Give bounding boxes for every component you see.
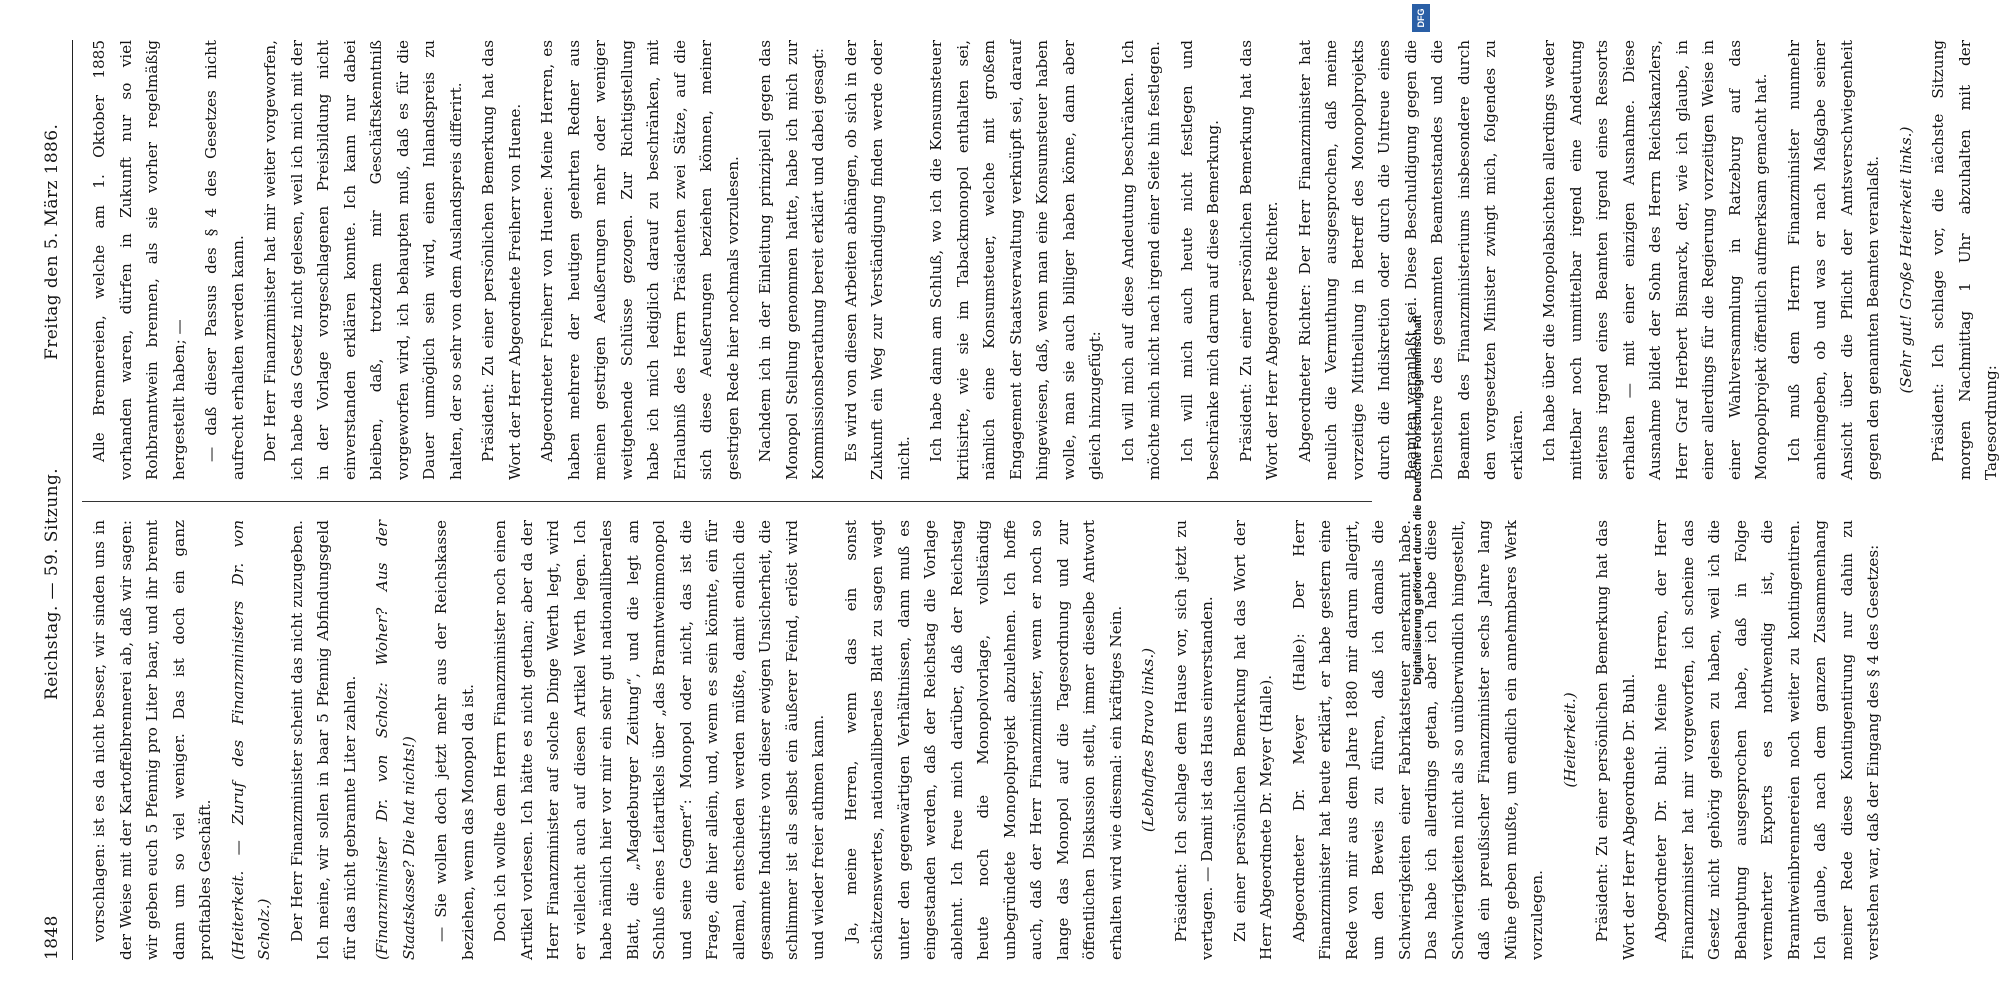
digitization-note-text: Digitalisierung gefördert durch die Deutsche Forschungsgemeinschaft <box>1412 315 1424 685</box>
paragraph: Doch ich wollte dem Herrn Finanzminister noch einen Artikel vorlesen. Ich hätte es nicht gethan; aber da der Herr Finanzminister auf solche Dinge Werth legt, wird er vielleicht auch auf diesen Artikel Werth legen. Ich habe nämlich hier vor mir ein sehr gut nationalliberales Blatt, die „Magdeburger Zeitung“, und die legt am Schluß eines Leitartikels über „das Branntweinmonopol und seine Gegner“: Monopol oder nicht, das ist die Frage, die hier allein, und, wenn es sein könnte, ein für allemal, entschieden werden müßte, damit endlich die gesammte Industrie von dieser ewigen Unsicherheit, die schlimmer ist als selbst ein äußerer Feind, erlöst wird und wieder freier athmen kann. <box>491 520 827 960</box>
speaker-paragraph: Abgeordneter Richter: Der Herr Finanzminister hat neulich die Vermuthung ausgesprochen, daß meine vorzeitige Mittheilung in Betreff des Monopolprojekts durch die Indiskretion oder durch die Untreue eines Beamten veranlaßt sei. Diese Beschuldigung gegen die Dienstehre des gesammten Beamtenstandes und die Beamten des Finanzministeriums insbesondere durch den vorgesetzten Minister zwingt mich, folgendes zu erklären. <box>1295 40 1526 480</box>
paragraph: Ich habe über die Monopolabsichten allerdings weder mittelbar noch unmittelbar irgend eine Andeutung seitens irgend eines Beamten irgend eines Ressorts erhalten — mit einer einzigen Ausnahme. Diese Ausnahme bildet der Sohn des Herrn Reichskanzlers, Herr Graf Herbert Bismarck, der, wie ich glaube, in einer allerdings für die Regierung vorzeitigen Weise in einer Wahlversammlung in Ratzeburg auf das Monopolprojekt öffentlich aufmerksam gemacht hat. <box>1540 40 1770 480</box>
quoted-paragraph: Es wird von diesen Arbeiten abhängen, ob sich in der Zukunft ein Weg zur Verständigung finden werde oder nicht. <box>841 40 913 480</box>
paragraph: vorschlagen: ist es da nicht besser, wir sinden uns in der Weise mit der Kartoffelbrennerei ab, daß wir sagen: wir geben euch 5 Pfennig pro Liter baar, und ihr brennt dann um so viel weniger. Das ist doch ein ganz profitables Geschäft. <box>90 520 214 960</box>
paragraph: Zu einer persönlichen Bemerkung hat das Wort der Herr Abgeordnete Dr. Meyer (Halle). <box>1230 520 1275 960</box>
header-rule <box>72 40 73 960</box>
paragraph: Ja, meine Herren, wenn das ein sonst schätzenswertes, nationalliberales Blatt zu sagen wagt unter den gegenwärtigen Verhältnissen, dann muß es eingestanden werden, daß der Reichstag die Vorlage ablehnt. Ich freue mich darüber, daß der Reichstag heute noch die Monopolvorlage, vollständig unbegründete Monopolprojekt abzulehnen. Ich hoffe auch, daß der Herr Finanzminister, wenn er noch so lange das Monopol auf die Tagesordnung und zur öffentlichen Diskussion stellt, immer dieselbe Antwort erhalten wird wie diesmal: ein kräftiges Nein. <box>841 520 1125 960</box>
quoted-paragraph: Alle Brennereien, welche am 1. Oktober 1885 vorhanden waren, dürfen in Zukunft nur so viel Rohbranntwein brennen, als sie vorher regelmäßig hergestellt haben; — <box>90 40 188 480</box>
digitization-note <box>1408 10 1428 990</box>
president-paragraph: Präsident: Ich schlage dem Hause vor, sich jetzt zu vertagen. — Damit ist das Haus einverstanden. <box>1171 520 1216 960</box>
stage-direction: (Heiterkeit. — Zuruf des Finanzministers Dr. von Scholz.) <box>228 520 273 960</box>
speaker-paragraph: Abgeordneter Dr. Meyer (Halle): Der Herr Finanzminister hat heute erklärt, er habe gestern eine Rede von mir aus dem Jahre 1880 mir darum allegirt, um den Beweis zu führen, daß ich damals die Schwierigkeiten einer Fabrikatsteuer anerkannt habe. Das habe ich allerdings getan, aber ich habe diese Schwierigkeiten nicht als so unüberwindlich hingestellt, daß ein preußischer Finanzminister sechs Jahre lang Mühe geben mußte, um endlich ein annehmbares Werk vorzulegen. <box>1289 520 1546 960</box>
left-column <box>86 520 1893 960</box>
president-paragraph: Präsident: Zu einer persönlichen Bemerkung hat das Wort der Herr Abgeordnete Freiherr von Huene. <box>479 40 524 480</box>
president-paragraph: Präsident: Zu einer persönlichen Bemerkung hat das Wort der Herr Abgeordnete Richter. <box>1236 40 1281 480</box>
president-paragraph: Präsident: Zu einer persönlichen Bemerkung hat das Wort der Herr Abgeordnete Dr. Buhl. <box>1593 520 1638 960</box>
stage-direction: (Sehr gut! Große Heiterkeit links.) <box>1896 126 1915 394</box>
dfg-logo-text: DFG <box>1416 8 1426 28</box>
paragraph: Ich muß dem Herrn Finanzminister nunmehr anheimgeben, ob und was er nach Maßgabe seiner Ansicht über die Pflicht der Amtsverschwiegenheit gegen den genannten Beamten veranlaßt. <box>1784 40 1882 480</box>
stage-direction: (Finanzminister Dr. von Scholz: Woher? Aus der Staatskasse? Die hat nichts!) <box>373 520 418 960</box>
dfg-logo <box>1412 4 1430 32</box>
speaker-paragraph: Abgeordneter Freiherr von Huene: Meine Herren, es haben mehrere der heutigen geehrten Redner aus meinen gestrigen Aeußerungen mehr oder weniger weitgehende Schlüsse gezogen. Zur Richtigstellung habe ich mich lediglich darauf zu beschränken, mit Erlaubniß des Herrn Präsidenten zwei Sätze, auf die sich diese Aeußerungen beziehen können, meiner gestrigen Rede hier nochmals vorzulesen. <box>538 40 742 480</box>
stage-direction: (Heiterkeit.) <box>1560 692 1579 788</box>
speaker-paragraph: Abgeordneter Dr. Buhl: Meine Herren, der Herr Finanzminister hat mir vorgeworfen, ich scheine das Gesetz nicht gehörig gelesen zu haben, weil ich die Behauptung ausgesprochen habe, daß in Folge vermehrter Exports es nothwendig ist, die Branntweinbrennereien noch weiter zu kontingentiren. Ich glaube, daß nach dem ganzen Zusammenhang meiner Rede diese Kontingentirung nur dahin zu verstehen war, daß der Eingang des § 4 des Gesetzes: <box>1652 520 1882 960</box>
quoted-paragraph: Ich will mich auf diese Andeutung beschränken. Ich möchte mich nicht nach irgend einer Seite hin festlegen. <box>1118 40 1163 480</box>
stage-direction: (Lebhaftes Bravo links.) <box>1139 647 1157 833</box>
page-number: 1848 <box>42 915 62 960</box>
paragraph: Ich habe dann am Schluß, wo ich die Konsumsteuer kritisirte, wie sie im Tabackmonopol enthalten sei, nämlich eine Konsumsteuer, welche mit großem Engagement der Staatsverwaltung verknüpft sei, darauf hingewiesen, daß, wenn man eine Konsumsteuer haben wolle, man sie auch billiger haben könne, dann aber gleich hinzugefügt: <box>927 40 1104 480</box>
header-session: Reichstag. — 59. Sitzung. <box>42 467 62 700</box>
paragraph: Der Herr Finanzminister hat mir weiter vorgeworfen, ich habe das Gesetz nicht gelesen, weil ich mich mit der in der Vorlage vorgeschlagenen Preisbildung nicht einverstanden erklären konnte. Ich kann nur dabei bleiben, daß, trotzdem mir Geschäftskenntniß vorgeworfen wird, ich behaupten muß, daß es für die Dauer unmöglich sein wird, einen Inlandspreis zu halten, der so sehr von dem Auslandspreis differirt. <box>261 40 465 480</box>
paragraph: Der Herr Finanzminister scheint das nicht zuzugeben. Ich meine, wir sollen in baar 5 Pfennig Abfindungsgeld für das nicht gebrannte Liter zahlen. <box>287 520 359 960</box>
column-divider <box>82 501 1372 502</box>
header-date: Freitag den 5. März 1886. <box>42 123 62 360</box>
paragraph: Ich will mich auch heute nicht festlegen und beschränke mich darum auf diese Bemerkung. <box>1177 40 1222 480</box>
right-column <box>86 40 2011 480</box>
paragraph: — daß dieser Passus des § 4 des Gesetzes nicht aufrecht erhalten werden kann. <box>202 40 247 480</box>
president-paragraph: Präsident: Ich schlage vor, die nächste Sitzung morgen Nachmittag 1 Uhr abzuhalten mit der Tagesordnung: <box>1929 40 2000 480</box>
paragraph: — Sie wollen doch jetzt mehr aus der Reichskasse beziehen, wenn das Monopol da ist. <box>432 520 477 960</box>
page-header <box>42 40 72 960</box>
paragraph: Nachdem ich in der Einleitung prinzipiell gegen das Monopol Stellung genommen hatte, habe ich mich zur Kommissionsberathung bereit erklärt und dabei gesagt: <box>756 40 827 480</box>
